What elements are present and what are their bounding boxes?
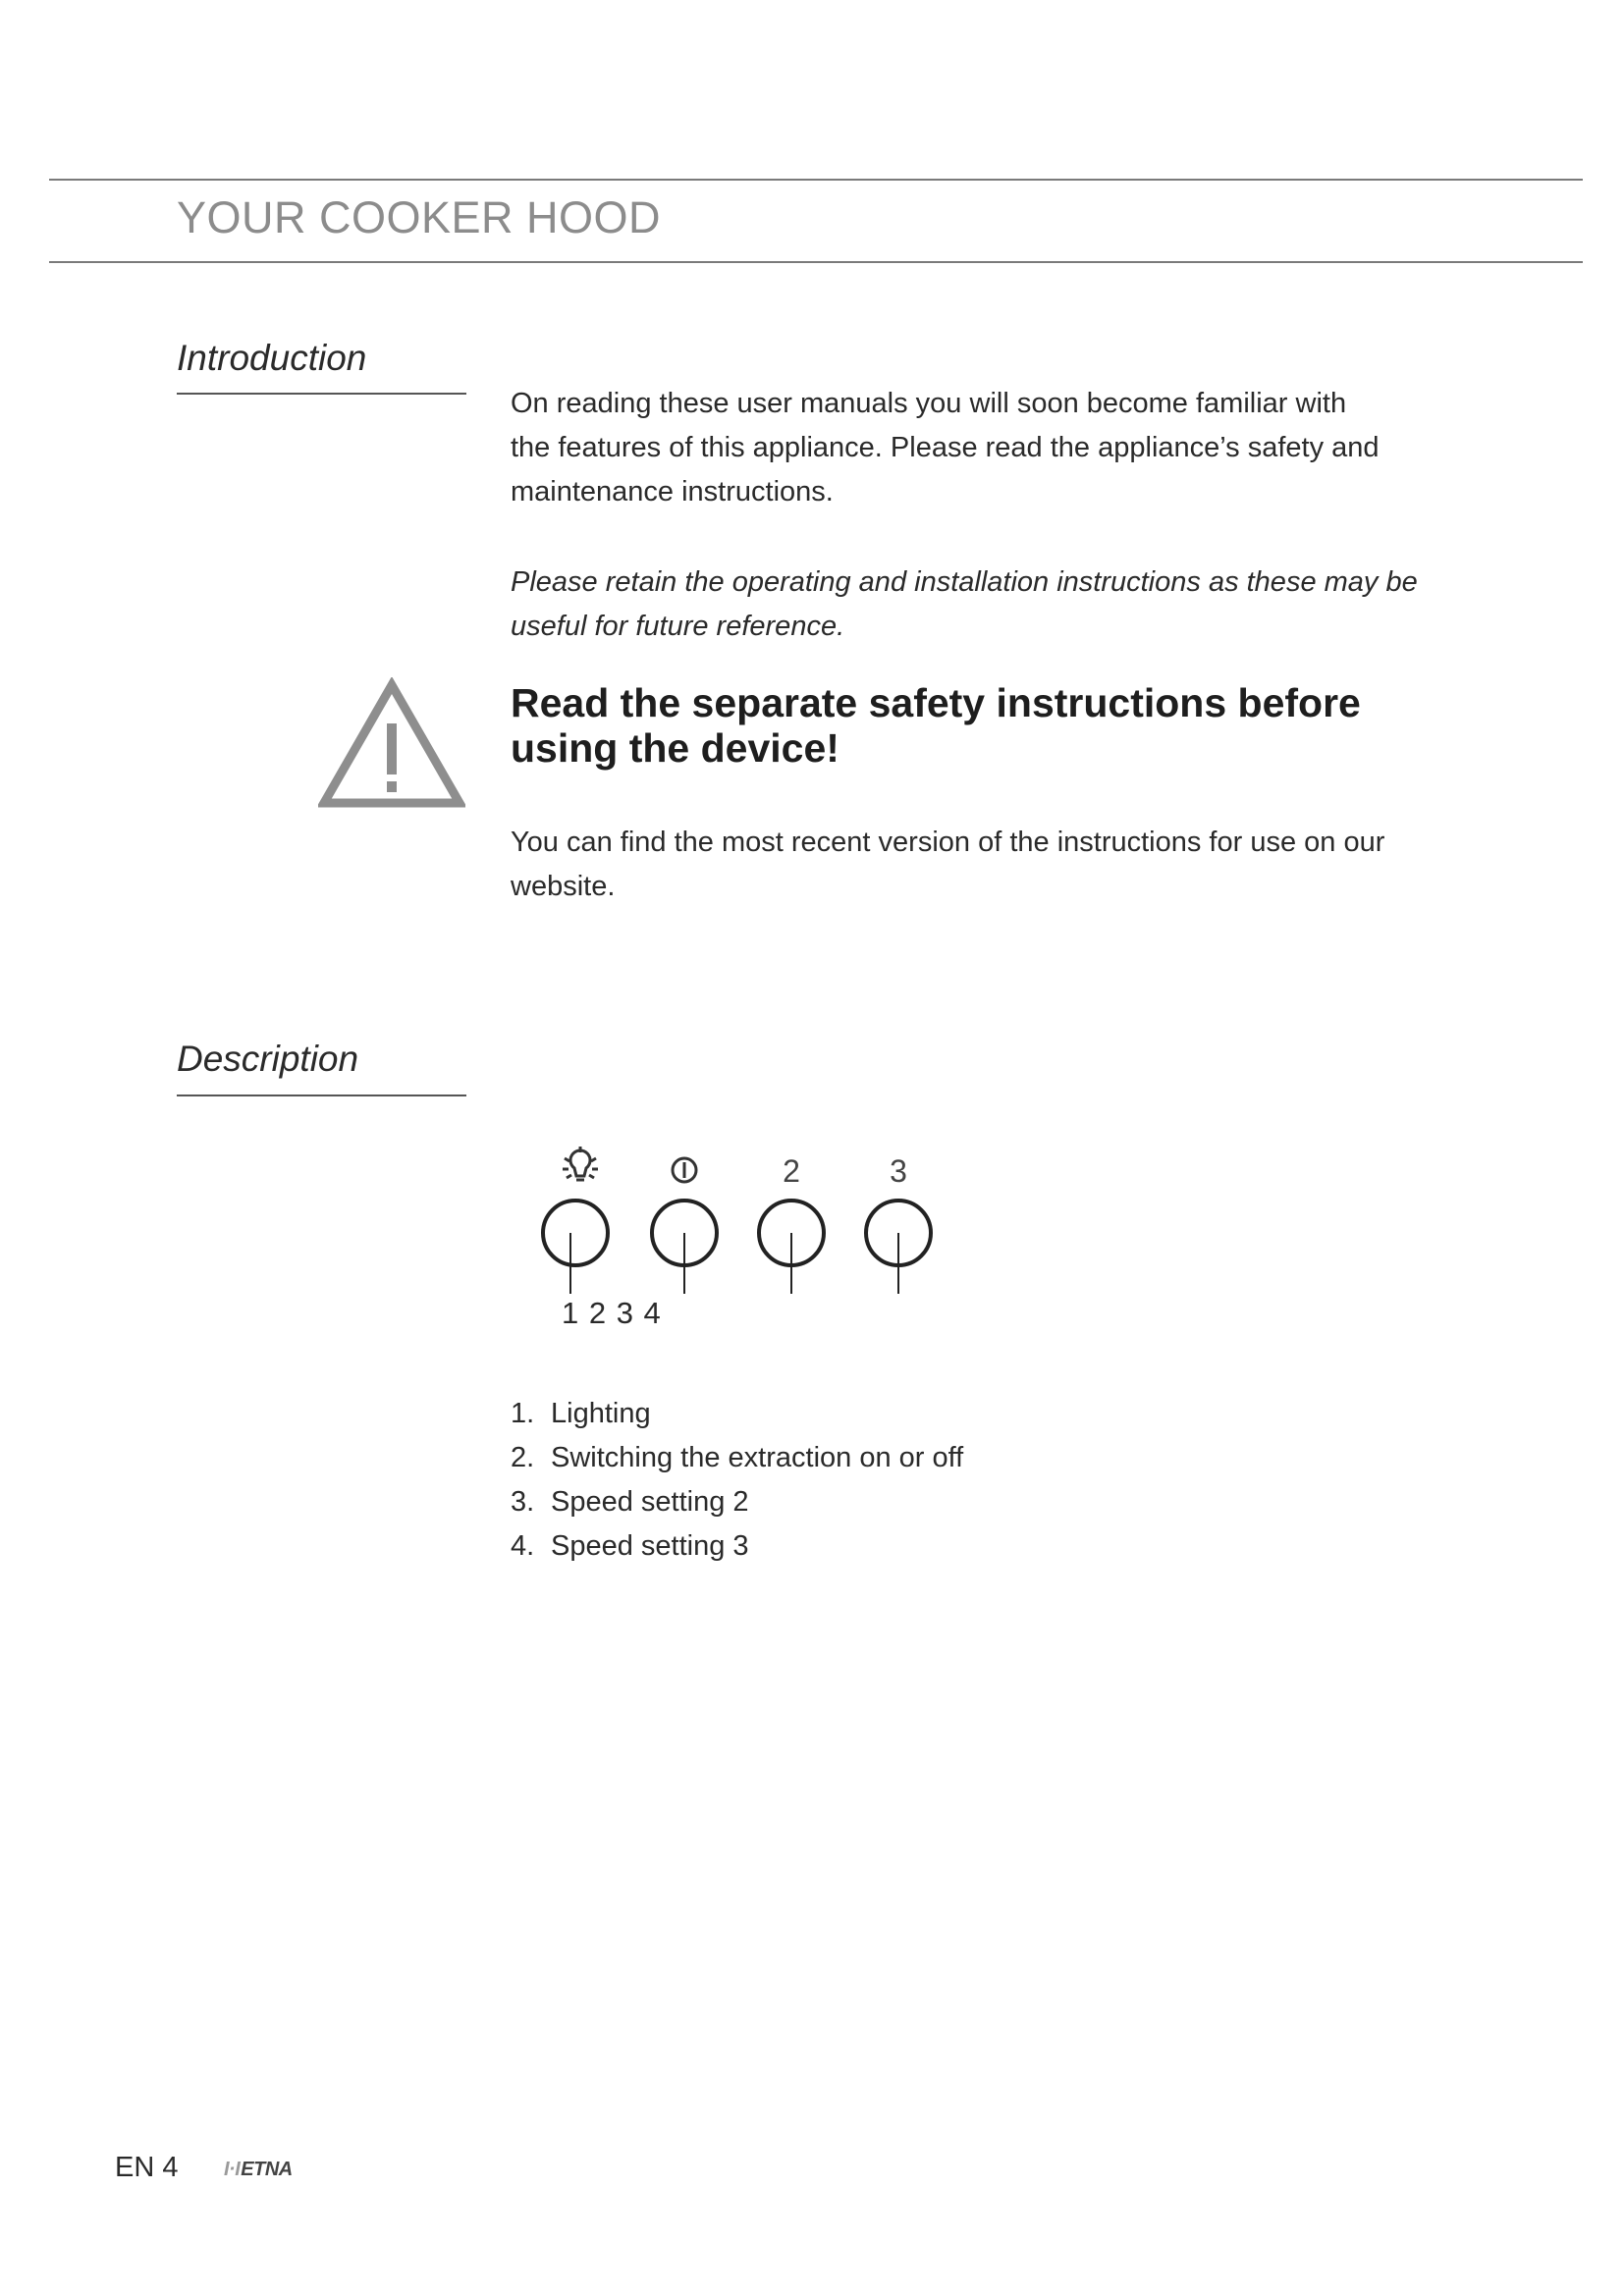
warning-triangle-icon [318, 677, 465, 810]
warning-line: Read the separate safety instructions before [511, 680, 1361, 725]
intro-line: the features of this appliance. Please read the appliance’s safety and [511, 432, 1380, 463]
legend-label: Switching the extraction on or off [551, 1442, 964, 1473]
legend-number: 4. [511, 1530, 535, 1562]
intro-paragraph [511, 382, 1453, 514]
website-line: website. [511, 871, 616, 902]
control-legend [511, 1392, 963, 1569]
legend-label: Lighting [551, 1398, 651, 1429]
logo-bars: I·I [224, 2159, 241, 2180]
legend-label: Speed setting 3 [551, 1530, 749, 1562]
speed-3-label: 3 [890, 1153, 907, 1189]
website-paragraph [511, 821, 1453, 909]
website-line: You can find the most recent version of the instructions for use on our [511, 827, 1385, 858]
legend-item [511, 1480, 963, 1524]
description-underline [177, 1095, 466, 1096]
brand-logo [224, 2159, 293, 2181]
header-bottom-rule [49, 261, 1583, 263]
light-bulb-icon [563, 1147, 598, 1180]
legend-item [511, 1524, 963, 1569]
retain-instructions-paragraph [511, 561, 1453, 649]
introduction-underline [177, 393, 466, 395]
legend-number: 3. [511, 1486, 535, 1518]
introduction-heading: Introduction [177, 338, 367, 378]
legend-item [511, 1392, 963, 1436]
intro-line: maintenance instructions. [511, 476, 834, 507]
legend-item [511, 1436, 963, 1480]
description-heading: Description [177, 1039, 359, 1079]
intro-line: On reading these user manuals you will soon become familiar with [511, 388, 1347, 419]
retain-line: Please retain the operating and installation instructions as these may be [511, 566, 1418, 598]
legend-number: 1. [511, 1398, 535, 1429]
speed-2-label: 2 [783, 1153, 800, 1189]
retain-line: useful for future reference. [511, 611, 845, 642]
light-button[interactable] [543, 1201, 608, 1265]
legend-number: 2. [511, 1442, 535, 1473]
legend-label: Speed setting 2 [551, 1486, 749, 1518]
power-icon [673, 1158, 696, 1182]
logo-text: ETNA [241, 2159, 293, 2180]
callout-numbers: 1 2 3 4 [562, 1296, 662, 1330]
warning-line: using the device! [511, 725, 839, 771]
page-title: YOUR COOKER HOOD [177, 192, 662, 242]
header-top-rule [49, 179, 1583, 181]
safety-warning-heading [511, 680, 1453, 771]
page-number: EN 4 [115, 2152, 179, 2183]
